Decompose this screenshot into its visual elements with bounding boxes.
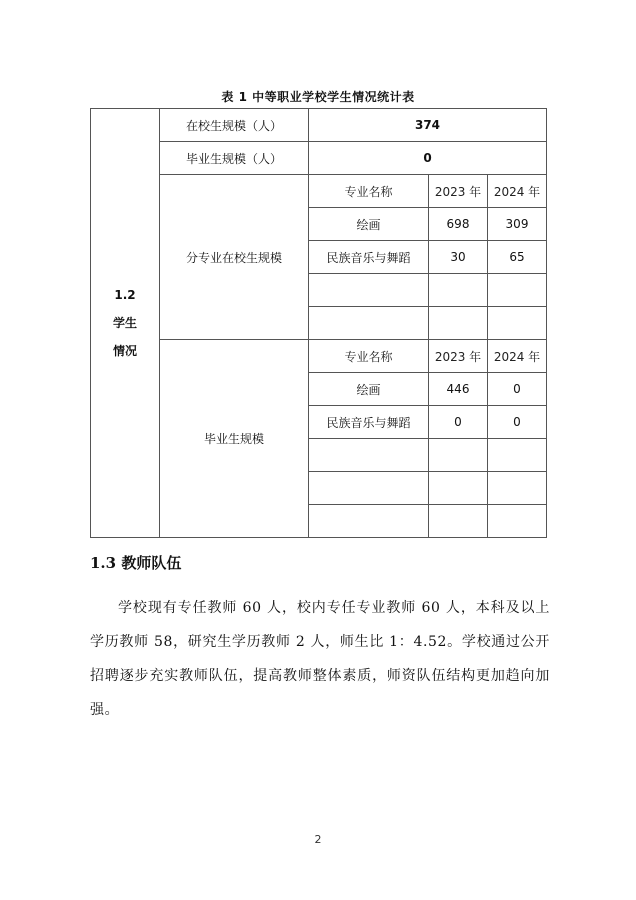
empty-cell: [429, 274, 488, 307]
column-header-2023: 2023 年: [429, 175, 488, 208]
student-stats-table: [90, 108, 547, 538]
empty-cell: [429, 472, 488, 505]
graduates-label: 毕业生规模（人）: [160, 142, 309, 175]
enrollment-value: 374: [309, 109, 547, 142]
section-label: 1.2 学生 情况: [112, 288, 137, 358]
value-2023-cell: 30: [429, 241, 488, 274]
empty-cell: [309, 472, 429, 505]
body-paragraph: 学校现有专任教师 60 人，校内专任专业教师 60 人，本科及以上学历教师 58，研究生学历教师 2 人，师生比 1：4.52。学校通过公开招聘逐步充实教师队伍，提高教师整体素质，师资队伍结构更加趋向加强。: [90, 600, 550, 718]
major-name-cell: 民族音乐与舞蹈: [309, 406, 429, 439]
column-header-major: 专业名称: [309, 340, 429, 373]
section-heading: 1.3 教师队伍: [90, 554, 182, 572]
table-row: [91, 109, 547, 142]
table-row: [91, 175, 547, 208]
column-header-2023: 2023 年: [429, 340, 488, 373]
value-2023-cell: 0: [429, 406, 488, 439]
empty-cell: [488, 307, 547, 340]
empty-cell: [429, 439, 488, 472]
value-2024-cell: 0: [488, 406, 547, 439]
value-2023-cell: 446: [429, 373, 488, 406]
empty-cell: [488, 472, 547, 505]
empty-cell: [309, 439, 429, 472]
major-name-cell: 绘画: [309, 208, 429, 241]
column-header-major: 专业名称: [309, 175, 429, 208]
table-row: [91, 142, 547, 175]
empty-cell: [309, 307, 429, 340]
by-major-enrollment-label: 分专业在校生规模: [160, 175, 309, 340]
value-2023-cell: 698: [429, 208, 488, 241]
table-row: [91, 340, 547, 373]
column-header-2024: 2024 年: [488, 340, 547, 373]
table-caption: 表 1 中等职业学校学生情况统计表: [221, 90, 415, 104]
graduates-value: 0: [309, 142, 547, 175]
value-2024-cell: 309: [488, 208, 547, 241]
major-name-cell: 绘画: [309, 373, 429, 406]
enrollment-label: 在校生规模（人）: [160, 109, 309, 142]
column-header-2024: 2024 年: [488, 175, 547, 208]
empty-cell: [488, 505, 547, 538]
page-number: 2: [314, 833, 322, 846]
empty-cell: [429, 505, 488, 538]
value-2024-cell: 0: [488, 373, 547, 406]
section-label-cell: [91, 109, 160, 538]
by-major-graduates-label: 毕业生规模: [160, 340, 309, 538]
empty-cell: [309, 505, 429, 538]
empty-cell: [488, 439, 547, 472]
value-2024-cell: 65: [488, 241, 547, 274]
empty-cell: [488, 274, 547, 307]
empty-cell: [429, 307, 488, 340]
empty-cell: [309, 274, 429, 307]
major-name-cell: 民族音乐与舞蹈: [309, 241, 429, 274]
